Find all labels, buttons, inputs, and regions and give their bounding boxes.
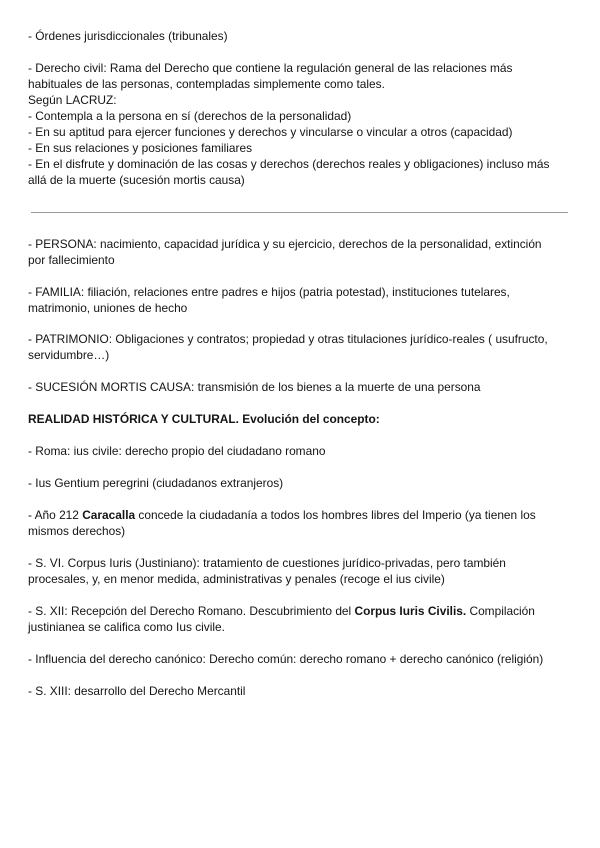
familia-line-1: - FAMILIA: filiación, relaciones entre padres e hijos (patria potestad), instituciones tutelares, xyxy=(28,285,510,299)
derecho-civil-line-1: - Derecho civil: Rama del Derecho que contiene la regulación general de las relaciones más xyxy=(28,61,513,75)
sucesion-item xyxy=(28,379,576,395)
caracalla-bold: Caracalla xyxy=(82,508,136,522)
ano-212-item xyxy=(28,507,576,539)
s-xii-prefix: - S. XII: Recepción del Derecho Romano. Descubrimiento del xyxy=(28,604,355,618)
ano-212-line-2: mismos derechos) xyxy=(28,524,126,538)
s-vi-line-1: - S. VI. Corpus Iuris (Justiniano): tratamiento de cuestiones jurídico-privadas, pero también xyxy=(28,556,506,570)
lacruz-point-2: - En su aptitud para ejercer funciones y derechos y vincularse o vincular a otros (capacidad) xyxy=(28,125,513,139)
ano-212-prefix: - Año 212 xyxy=(28,508,83,522)
ordenes-text: - Órdenes jurisdiccionales (tribunales) xyxy=(28,29,228,43)
s-xiii-text: - S. XIII: desarrollo del Derecho Mercantil xyxy=(28,684,246,698)
ius-gentium-text: - Ius Gentium peregrini (ciudadanos extranjeros) xyxy=(28,476,284,490)
corpus-iuris-civilis-bold: Corpus Iuris Civilis. xyxy=(354,604,467,618)
familia-item xyxy=(28,284,576,316)
patrimonio-line-1: - PATRIMONIO: Obligaciones y contratos; propiedad y otras titulaciones jurídico-reales ( usufructo, xyxy=(28,332,548,346)
section-divider xyxy=(31,212,568,213)
ordenes-jurisdiccionales-item xyxy=(28,28,576,44)
familia-line-2: matrimonio, uniones de hecho xyxy=(28,301,188,315)
s-xii-item xyxy=(28,603,576,635)
canonico-item xyxy=(28,651,576,667)
patrimonio-item xyxy=(28,331,576,363)
persona-line-1: - PERSONA: nacimiento, capacidad jurídica y su ejercicio, derechos de la personalidad, extinción xyxy=(28,237,542,251)
historia-heading xyxy=(28,411,576,427)
s-vi-item xyxy=(28,555,576,587)
patrimonio-line-2: servidumbre…) xyxy=(28,348,110,362)
s-xii-line-2: justinianea se califica como Ius civile. xyxy=(28,620,225,634)
lacruz-point-3: - En sus relaciones y posiciones familiares xyxy=(28,141,253,155)
derecho-civil-definition xyxy=(28,60,576,188)
roma-text: - Roma: ius civile: derecho propio del ciudadano romano xyxy=(28,444,326,458)
lacruz-point-4: - En el disfrute y dominación de las cosas y derechos (derechos reales y obligaciones) incluso más xyxy=(28,157,550,171)
historia-heading-text: REALIDAD HISTÓRICA Y CULTURAL. Evolución del concepto: xyxy=(28,412,380,426)
s-xiii-item xyxy=(28,683,576,699)
lacruz-point-4-continuation: allá de la muerte (sucesión mortis causa) xyxy=(28,173,245,187)
lacruz-point-1: - Contempla a la persona en sí (derechos de la personalidad) xyxy=(28,109,352,123)
s-xii-suffix: Compilación xyxy=(466,604,535,618)
sucesion-text: - SUCESIÓN MORTIS CAUSA: transmisión de los bienes a la muerte de una persona xyxy=(28,380,481,394)
persona-line-2: por fallecimiento xyxy=(28,253,115,267)
derecho-civil-line-2: habituales de las personas, contempladas simplemente como tales. xyxy=(28,77,385,91)
s-vi-line-2: procesales, y, en menor medida, administrativas y penales (recoge el ius civile) xyxy=(28,572,445,586)
s-xii-line-1 xyxy=(28,603,576,619)
segun-lacruz-label: Según LACRUZ: xyxy=(28,93,117,107)
persona-item xyxy=(28,236,576,268)
ius-gentium-item xyxy=(28,475,576,491)
canonico-text: - Influencia del derecho canónico: Derecho común: derecho romano + derecho canónico (religión) xyxy=(28,652,544,666)
ano-212-suffix: concede la ciudadanía a todos los hombres libres del Imperio (ya tienen los xyxy=(135,508,536,522)
roma-item xyxy=(28,443,576,459)
ano-212-line-1 xyxy=(28,507,576,523)
